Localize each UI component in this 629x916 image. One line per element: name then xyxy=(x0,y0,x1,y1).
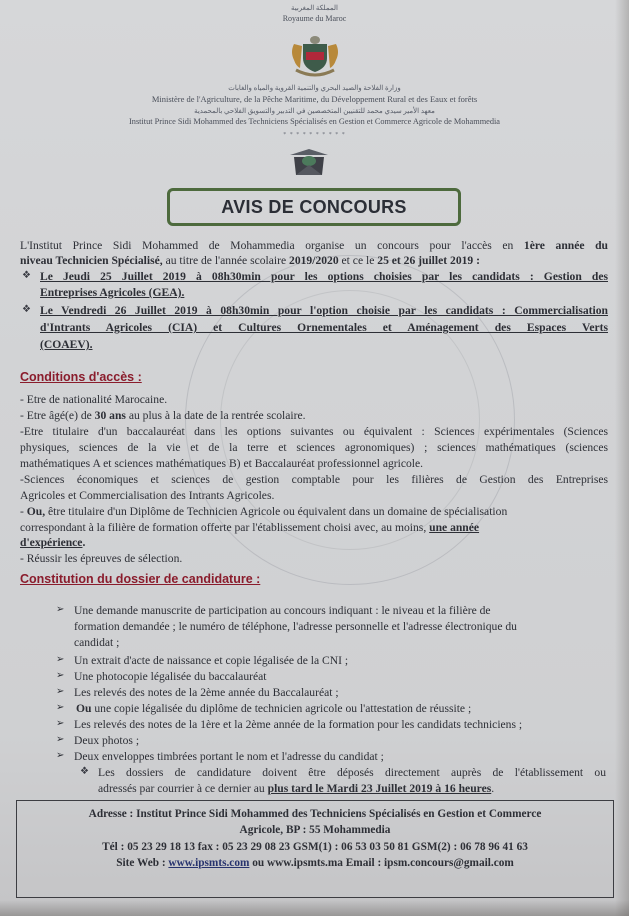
header-arabic-ministry: وزارة الفلاحة والصيد البحري والتنمية القروية والمياه والغابات xyxy=(228,84,401,92)
condition-eco-line-2: Agricoles et Commercialisation des Intrants Agricoles. xyxy=(20,489,275,502)
arrow-bullet-icon: ➢ xyxy=(56,734,65,745)
intro-text: L'Institut Prince Sidi Mohammed de Mohammedia organise un concours pour l'accès en xyxy=(20,239,524,252)
dossier-item-8: Deux enveloppes timbrées portant le nom et l'adresse du candidat ; xyxy=(74,750,384,763)
intro-school-year: 2019/2020 xyxy=(289,254,339,267)
session-1-line-1: Le Jeudi 25 Juillet 2019 à 08h30min pour les options choisies par les candidats : Gestion des xyxy=(40,270,608,283)
session-2-line-2: d'Intrants Agricoles (CIA) et Cultures Ornementales et Aménagement des Espaces Verts xyxy=(40,321,608,334)
contact-address-line-2: Agricole, BP : 55 Mohammedia xyxy=(239,824,391,836)
condition-selection: - Réussir les épreuves de sélection. xyxy=(20,552,183,565)
page-edge-shadow xyxy=(0,900,629,916)
intro-text: au titre de l'année scolaire xyxy=(162,254,290,267)
condition-text: correspondant à la filière de formation offerte par l'établissement choisi avec, au moins, xyxy=(20,521,430,534)
dossier-or: Ou xyxy=(76,702,92,715)
condition-diploma-line-3 xyxy=(20,535,608,550)
arrow-bullet-icon: ➢ xyxy=(56,654,65,665)
dossier-item-7: Deux photos ; xyxy=(74,734,140,747)
dossier-item-2: Un extrait d'acte de naissance et copie légalisée de la CNI ; xyxy=(74,654,349,667)
deadline-line-2 xyxy=(98,781,606,796)
contact-site-label: Site Web : xyxy=(116,857,169,869)
header-kingdom: Royaume du Maroc xyxy=(282,14,347,23)
website-link[interactable]: www.ipsmts.com xyxy=(168,857,250,869)
dossier-item-1-line-3: candidat ; xyxy=(74,636,120,649)
coat-of-arms-icon xyxy=(284,34,346,78)
dossier-text: une copie légalisée du diplôme de technicien agricole ou l'attestation de réussite ; xyxy=(91,702,472,715)
intro-line-1 xyxy=(20,238,608,253)
condition-text: - xyxy=(20,505,27,518)
diamond-bullet-icon: ❖ xyxy=(22,270,31,281)
dossier-item-3: Une photocopie légalisée du baccalauréat xyxy=(74,670,267,683)
condition-text: - Etre âgé(e) de xyxy=(20,409,95,422)
condition-experience: d'expérience xyxy=(20,536,83,549)
condition-text: être titulaire d'un Diplôme de Technicien Agricole ou équivalent dans un domaine de spécialisation xyxy=(45,505,508,518)
deadline-text: adressés par courrier à ce dernier au xyxy=(98,782,268,795)
arrow-bullet-icon: ➢ xyxy=(56,686,65,697)
condition-experience: une année xyxy=(429,521,480,534)
intro-year-level: 1ère année du xyxy=(523,239,608,252)
dossier-item-6: Les relevés des notes de la 1ère et la 2ème année de la formation pour les candidats techniciens ; xyxy=(74,718,523,731)
deadline-date: plus tard le Mardi 23 Juillet 2019 à 16 heures xyxy=(267,782,492,795)
condition-text: . xyxy=(82,536,86,549)
dossier-item-1-line-2: formation demandée ; le numéro de téléphone, l'adresse personnelle et l'adresse électronique du xyxy=(74,620,517,633)
intro-line-2 xyxy=(20,253,608,268)
condition-or: Ou, xyxy=(26,505,46,518)
header-institute: Institut Prince Sidi Mohammed des Techniciens Spécialisés en Gestion et Commerce Agricole de Mohammedia xyxy=(129,117,500,126)
diamond-bullet-icon: ❖ xyxy=(80,766,89,777)
header-arabic-kingdom: المملكة المغربية xyxy=(290,4,339,12)
page-title: AVIS DE CONCOURS xyxy=(221,196,407,217)
dossier-item-4: Les relevés des notes de la 2ème année du Baccalauréat ; xyxy=(74,686,339,699)
session-2-line-1: Le Vendredi 26 Juillet 2019 à 08h30min pour l'option choisie par les candidats : Commercialisation xyxy=(40,304,608,317)
session-1-line-2: Entreprises Agricoles (GEA). xyxy=(40,286,185,299)
conditions-heading: Conditions d'accès : xyxy=(20,370,142,384)
arrow-bullet-icon: ➢ xyxy=(56,604,65,615)
condition-eco-line-1: -Sciences économiques et sciences de gestion comptable pour les filières de Gestion des Entreprises xyxy=(20,473,608,486)
contact-address-line-1: Adresse : Institut Prince Sidi Mohammed des Techniciens Spécialisés en Gestion et Commerce xyxy=(88,808,542,820)
dossier-item-1-line-1: Une demande manuscrite de participation au concours indiquant : le niveau et la filière de xyxy=(74,604,491,617)
intro-level: niveau Technicien Spécialisé, xyxy=(20,254,163,267)
condition-age xyxy=(20,408,608,423)
deadline-text: . xyxy=(491,782,495,795)
condition-bac-line-3: mathématiques A et sciences mathématiques B) et Baccalauréat professionnel agricole. xyxy=(20,457,424,470)
arrow-bullet-icon: ➢ xyxy=(56,718,65,729)
header-stars-divider: * * * * * * * * * * xyxy=(283,132,346,138)
contact-phones: Tél : 05 23 29 18 13 fax : 05 23 29 08 23 GSM(1) : 06 53 03 50 81 GSM(2) : 06 78 96 41 63 xyxy=(102,841,528,853)
header-arabic-institute: معهد الأمير سيدي محمد للتقنيين المتخصصين في التدبير والتسويق الفلاحي بالمحمدية xyxy=(194,107,435,115)
condition-bac-line-1: -Etre titulaire d'un baccalauréat dans les options suivantes ou équivalent : Sciences expérimentales (Sciences xyxy=(20,425,608,438)
diamond-bullet-icon: ❖ xyxy=(22,304,31,315)
condition-diploma-line-1 xyxy=(20,504,608,519)
condition-nationality: - Etre de nationalité Marocaine. xyxy=(20,393,168,406)
intro-dates: 25 et 26 juillet 2019 : xyxy=(377,254,480,267)
intro-text: et ce le xyxy=(338,254,378,267)
arrow-bullet-icon: ➢ xyxy=(56,750,65,761)
contact-web-email xyxy=(16,857,614,869)
condition-diploma-line-2 xyxy=(20,520,608,535)
condition-age-value: 30 ans xyxy=(94,409,126,422)
dossier-heading: Constitution du dossier de candidature : xyxy=(20,572,261,586)
institute-logo-icon xyxy=(286,147,332,177)
contact-site-alt: ou www.ipsmts.ma xyxy=(249,857,346,869)
arrow-bullet-icon: ➢ xyxy=(56,702,65,713)
header-ministry: Ministère de l'Agriculture, de la Pêche Maritime, du Développement Rural et des Eaux et forêts xyxy=(151,94,478,104)
session-2-line-3: (COAEV). xyxy=(40,338,93,351)
contact-email: Email : ipsm.concours@gmail.com xyxy=(345,857,514,869)
title-frame xyxy=(167,188,461,226)
arrow-bullet-icon: ➢ xyxy=(56,670,65,681)
dossier-item-5 xyxy=(76,701,606,716)
condition-bac-line-2: physiques, sciences de la vie et de la terre et sciences agronomiques) ; sciences mathématiques (sciences xyxy=(20,441,608,454)
condition-text: au plus à la date de la rentrée scolaire. xyxy=(125,409,306,422)
deadline-line-1: Les dossiers de candidature doivent être déposés directement auprès de l'établissement ou xyxy=(98,766,606,779)
